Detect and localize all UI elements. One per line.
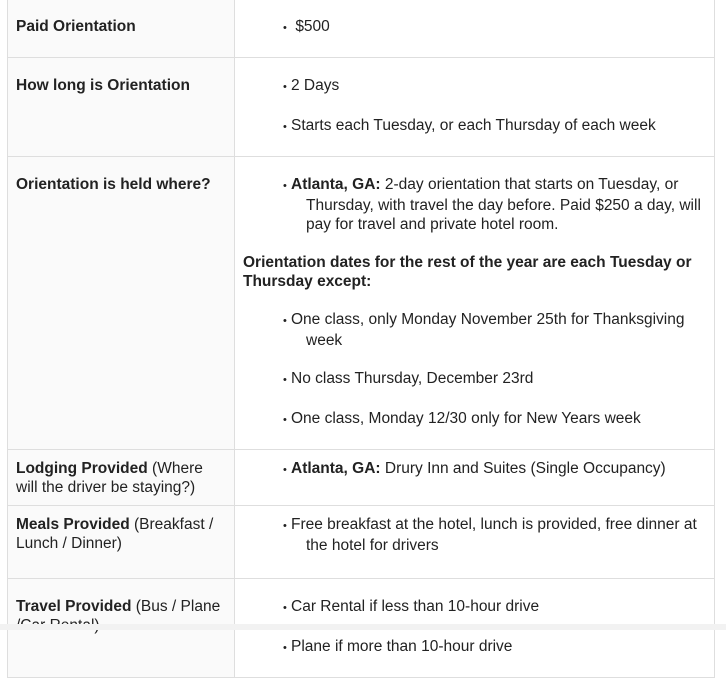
table-row: [8, 157, 715, 450]
bullet-icon: •: [283, 602, 287, 614]
table-row: [8, 0, 715, 58]
row-label-cell: [8, 157, 235, 450]
list-item-text: 2-day orientation that starts on Tuesday, or: [380, 176, 679, 193]
list-item: [283, 310, 706, 350]
list-item-text: Car Rental if less than 10-hour drive: [291, 598, 540, 615]
row-label: Meals Provided: [16, 516, 130, 533]
orientation-info-table: [7, 0, 715, 678]
row-value-cell: [235, 450, 715, 506]
row-value-cell: [235, 58, 715, 157]
list-item-text: 2 Days: [291, 77, 340, 94]
bullet-icon: •: [283, 81, 287, 93]
row-label-cell: [8, 0, 235, 58]
list-item-text: $500: [295, 18, 330, 35]
table-row: [8, 58, 715, 157]
row-label: Paid Orientation: [16, 18, 136, 35]
bullet-icon: •: [283, 464, 287, 476]
row-label: Travel Provided: [16, 598, 132, 615]
list-item-text: Drury Inn and Suites (Single Occupancy): [380, 460, 666, 477]
list-item-text: One class, Monday 12/30 only for New Years week: [291, 410, 641, 427]
list-item: [283, 459, 706, 480]
scroll-edge: [0, 624, 726, 630]
row-label-detail: (Where will the driver be staying?): [16, 460, 203, 496]
row-label-detail: (Breakfast / Lunch / Dinner): [16, 516, 214, 552]
bullet-icon: •: [283, 374, 287, 386]
table-row: [8, 450, 715, 506]
bullet-icon: •: [283, 414, 287, 426]
value-list: [243, 175, 706, 234]
value-list: [243, 515, 706, 555]
row-label-cell: [8, 506, 235, 579]
list-item-text: Starts each Tuesday, or each Thursday of each week: [291, 117, 656, 134]
row-value-cell: [235, 157, 715, 450]
bullet-icon: •: [283, 520, 287, 532]
list-item: [283, 17, 706, 38]
row-label-cell: [8, 450, 235, 506]
bullet-icon: •: [283, 121, 287, 133]
row-label: Lodging Provided: [16, 460, 148, 477]
list-item: [283, 637, 706, 658]
row-value-cell: [235, 506, 715, 579]
bullet-icon: •: [283, 315, 287, 327]
list-item-text: Thursday, with travel the day before. Paid $250 a day, will: [306, 197, 701, 214]
list-item: [283, 175, 706, 234]
value-list: [243, 459, 706, 480]
list-item-text: No class Thursday, December 23rd: [291, 370, 534, 387]
list-item: [283, 76, 706, 97]
row-label-detail: (Bus / Plane: [135, 598, 221, 615]
orientation-dates-note: Orientation dates for the rest of the year are each Tuesday or Thursday except:: [243, 254, 692, 290]
list-item: [283, 116, 706, 137]
list-item: [283, 597, 706, 618]
bullet-icon: •: [283, 22, 287, 34]
location-label: Atlanta, GA:: [291, 176, 381, 193]
value-list: [243, 76, 706, 137]
row-label: How long is Orientation: [16, 77, 190, 94]
list-item: [283, 369, 706, 390]
list-item-text: One class, only Monday November 25th for Thanksgiving: [291, 311, 685, 328]
list-item-text: Free breakfast at the hotel, lunch is provided, free dinner at: [291, 516, 697, 533]
row-label-cell: [8, 58, 235, 157]
list-item-text: week: [306, 332, 343, 349]
row-value-cell: [235, 0, 715, 58]
row-label: Orientation is held where?: [16, 176, 211, 193]
value-list: [243, 17, 706, 38]
table-row: [8, 506, 715, 579]
list-item-text: pay for travel and private hotel room.: [306, 216, 559, 233]
bullet-icon: •: [283, 180, 287, 192]
list-item-text: the hotel for drivers: [306, 537, 439, 554]
location-label: Atlanta, GA:: [291, 460, 381, 477]
list-item: [283, 409, 706, 430]
list-item: [283, 515, 706, 555]
list-item-text: Plane if more than 10-hour drive: [291, 638, 513, 655]
value-list: [243, 310, 706, 430]
bullet-icon: •: [283, 642, 287, 654]
